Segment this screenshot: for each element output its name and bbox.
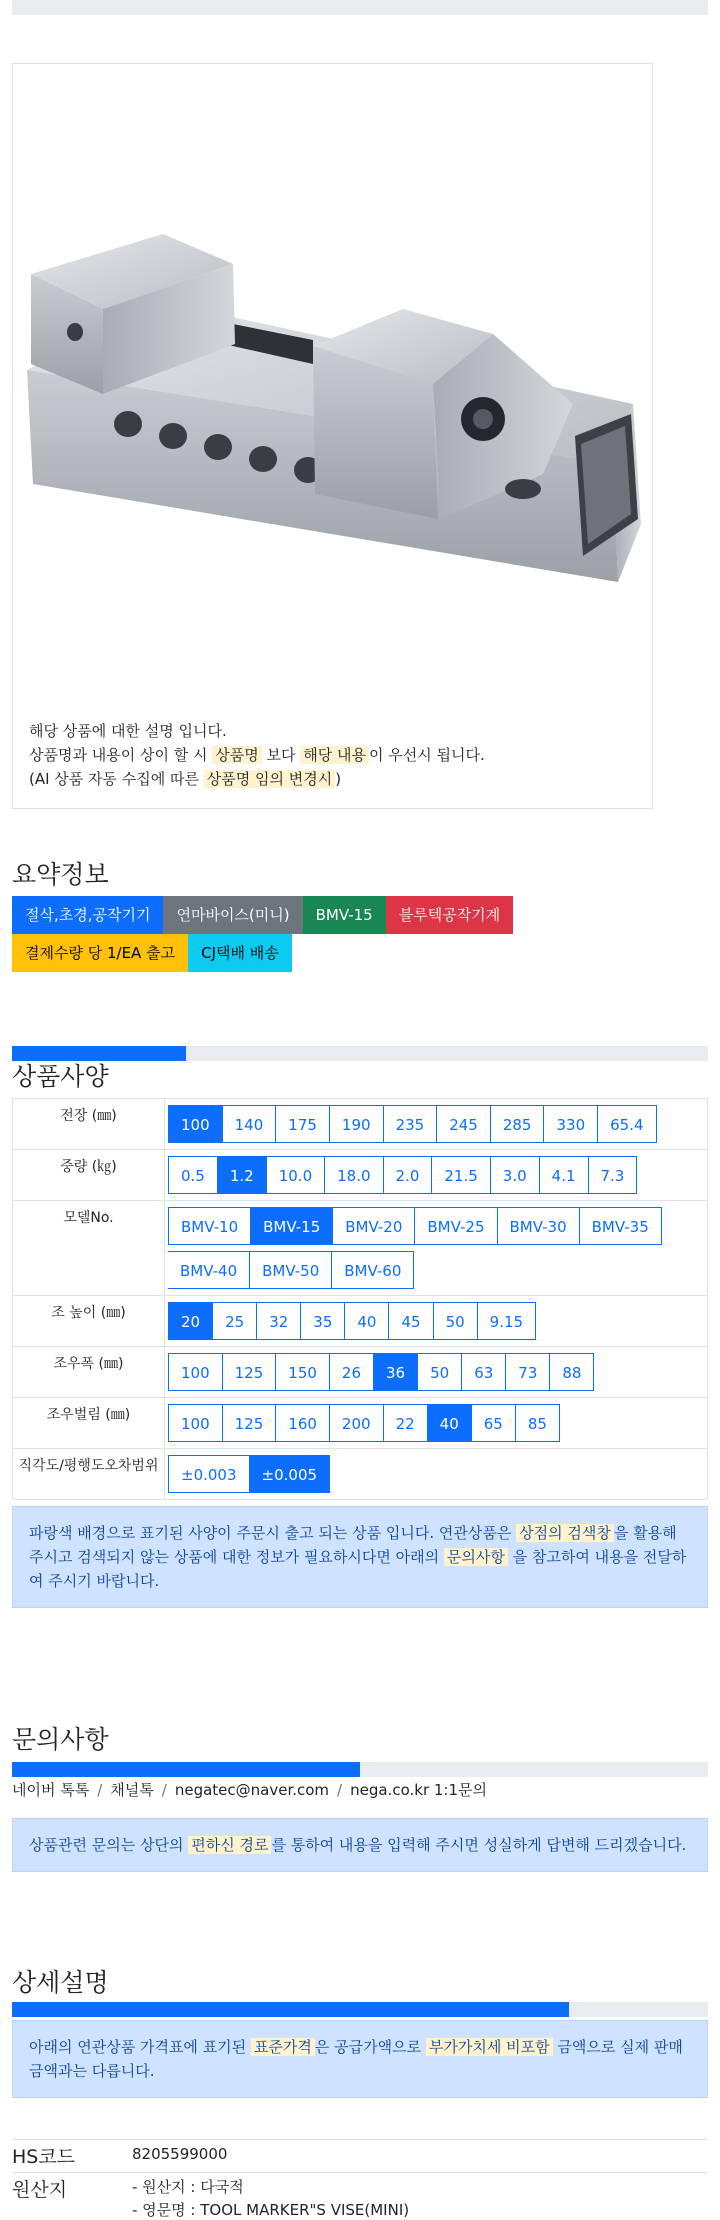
spec-option[interactable]: 10.0 — [266, 1156, 325, 1194]
spec-option[interactable]: 125 — [222, 1404, 277, 1442]
contact-separator: / — [97, 1781, 103, 1799]
origin-label: 원산지 — [12, 2179, 68, 2201]
spec-row — [13, 1296, 708, 1347]
inquiry-progress-bar — [12, 1762, 708, 1777]
spec-row — [13, 1099, 708, 1150]
spec-row — [13, 1347, 708, 1398]
spec-option[interactable]: ±0.005 — [249, 1455, 331, 1493]
spec-label: 모델No. — [13, 1201, 165, 1296]
r2-tag-1[interactable]: CJ택배 배송 — [188, 934, 292, 972]
spec-option[interactable]: BMV-20 — [332, 1207, 415, 1245]
spec-row — [13, 1398, 708, 1449]
spec-option[interactable]: BMV-25 — [414, 1207, 497, 1245]
origin-row — [12, 2172, 708, 2220]
spec-option[interactable]: BMV-35 — [579, 1207, 662, 1245]
spec-label: 전장 (㎜) — [13, 1099, 165, 1150]
r1-tag-1[interactable]: 연마바이스(미니) — [163, 896, 302, 934]
spec-row — [13, 1150, 708, 1201]
spec-option[interactable]: 50 — [433, 1302, 478, 1340]
spec-option[interactable]: ±0.003 — [168, 1455, 250, 1493]
spec-option[interactable]: 65 — [471, 1404, 516, 1442]
spec-option[interactable]: BMV-30 — [497, 1207, 580, 1245]
highlight-name-change: 상품명 임의 변경시 — [204, 770, 335, 788]
spec-option[interactable]: 200 — [329, 1404, 384, 1442]
product-image-card — [12, 63, 653, 809]
spec-option[interactable]: 125 — [222, 1353, 277, 1391]
spec-option[interactable]: 20 — [168, 1302, 213, 1340]
spec-option[interactable]: 45 — [388, 1302, 433, 1340]
contact-separator: / — [161, 1781, 167, 1799]
spec-option[interactable]: 32 — [256, 1302, 301, 1340]
price-notice: 아래의 연관상품 가격표에 표기된 표준가격 은 공급가액으로 부가가치세 비포함 금액으로 실제 판매금액과는 다릅니다. — [12, 2020, 708, 2098]
spec-option[interactable]: 190 — [329, 1105, 384, 1143]
spec-option[interactable]: 25 — [212, 1302, 257, 1340]
spec-option[interactable]: 160 — [275, 1404, 330, 1442]
spec-option[interactable]: BMV-15 — [250, 1207, 333, 1245]
spec-option[interactable]: 175 — [275, 1105, 330, 1143]
desc-line-3: (AI 상품 자동 수집에 따른 상품명 임의 변경시 ) — [29, 770, 342, 788]
spec-option[interactable]: 235 — [383, 1105, 438, 1143]
origin-line-1: - 원산지 : 다국적 — [132, 2178, 244, 2196]
spec-option[interactable]: 73 — [505, 1353, 550, 1391]
spec-option[interactable]: 63 — [461, 1353, 506, 1391]
highlight-content: 해당 내용 — [300, 746, 369, 764]
spec-option[interactable]: 100 — [168, 1105, 223, 1143]
spec-option[interactable]: 18.0 — [324, 1156, 383, 1194]
highlight-standard-price: 표준가격 — [251, 2038, 315, 2056]
spec-option[interactable]: 85 — [515, 1404, 560, 1442]
contact-links — [12, 1779, 487, 1800]
contact-link[interactable]: 네이버 톡톡 — [12, 1781, 90, 1799]
spec-option[interactable]: 35 — [300, 1302, 345, 1340]
spec-label: 조 높이 (㎜) — [13, 1296, 165, 1347]
spec-table — [12, 1098, 708, 1500]
spec-option[interactable]: 3.0 — [490, 1156, 540, 1194]
spec-option[interactable]: 40 — [427, 1404, 472, 1442]
spec-title: 상품사양 — [12, 1062, 109, 1091]
r2-tag-0[interactable]: 결제수량 당 1/EA 출고 — [12, 934, 188, 972]
highlight-search: 상점의 검색창 — [516, 1524, 614, 1542]
desc-line-2: 상품명과 내용이 상이 할 시 상품명 보다 해당 내용 이 우선시 됩니다. — [29, 746, 485, 764]
hs-code-row — [12, 2139, 708, 2172]
spec-label: 중량 (㎏) — [13, 1150, 165, 1201]
spec-label: 조우폭 (㎜) — [13, 1347, 165, 1398]
inquiry-title: 문의사항 — [12, 1725, 109, 1754]
spec-progress-bar — [12, 1046, 708, 1061]
highlight-product-name: 상품명 — [212, 746, 261, 764]
spec-option[interactable]: 1.2 — [217, 1156, 267, 1194]
spec-option[interactable]: 88 — [549, 1353, 594, 1391]
r1-tag-2[interactable]: BMV-15 — [303, 896, 386, 934]
product-image — [13, 64, 654, 684]
spec-option[interactable]: 36 — [373, 1353, 418, 1391]
summary-tags — [12, 896, 708, 972]
spec-option[interactable]: 140 — [222, 1105, 277, 1143]
spec-label: 조우벌림 (㎜) — [13, 1398, 165, 1449]
spec-option[interactable]: 26 — [329, 1353, 374, 1391]
spec-option[interactable]: 7.3 — [588, 1156, 638, 1194]
contact-separator: / — [337, 1781, 343, 1799]
contact-link[interactable]: negatec@naver.com — [174, 1781, 330, 1799]
spec-option[interactable]: 285 — [490, 1105, 545, 1143]
origin-line-2: - 영문명 : TOOL MARKER"S VISE(MINI) — [132, 2201, 410, 2219]
spec-option[interactable]: BMV-60 — [331, 1251, 414, 1289]
spec-option[interactable]: 100 — [168, 1353, 223, 1391]
spec-option[interactable]: 0.5 — [168, 1156, 218, 1194]
inquiry-notice: 상품관련 문의는 상단의 편하신 경로 를 통하여 내용을 입력해 주시면 성실하게 답변해 드리겠습니다. — [12, 1818, 708, 1872]
highlight-route: 편하신 경로 — [188, 1836, 271, 1854]
spec-option[interactable]: 100 — [168, 1404, 223, 1442]
spec-option[interactable]: 9.15 — [477, 1302, 536, 1340]
spec-row — [13, 1201, 708, 1296]
spec-option[interactable]: 150 — [275, 1353, 330, 1391]
contact-link[interactable]: 채널톡 — [110, 1781, 154, 1799]
spec-option[interactable]: 330 — [543, 1105, 598, 1143]
spec-row — [13, 1449, 708, 1500]
top-progress-bar — [12, 0, 708, 15]
spec-option[interactable]: 2.0 — [383, 1156, 433, 1194]
spec-option[interactable]: 22 — [383, 1404, 428, 1442]
spec-option[interactable]: BMV-10 — [168, 1207, 251, 1245]
spec-option[interactable]: BMV-40 — [168, 1251, 250, 1289]
product-description — [29, 719, 639, 791]
origin-value — [132, 2176, 409, 2220]
highlight-inquiry: 문의사항 — [444, 1548, 508, 1566]
r1-tag-0[interactable]: 절삭,초경,공작기기 — [12, 896, 163, 934]
detail-title: 상세설명 — [12, 1968, 109, 1997]
spec-option[interactable]: 21.5 — [431, 1156, 490, 1194]
spec-label: 직각도/평행도오차범위 — [13, 1449, 165, 1500]
detail-progress-bar — [12, 2002, 708, 2017]
r1-tag-3[interactable]: 블루텍공작기계 — [386, 896, 513, 934]
spec-option[interactable]: 4.1 — [539, 1156, 589, 1194]
spec-option[interactable]: 65.4 — [597, 1105, 656, 1143]
spec-notice: 파랑색 배경으로 표기된 사양이 주문시 출고 되는 상품 입니다. 연관상품은 상점의 검색창 을 활용해 주시고 검색되지 않는 상품에 대한 정보가 필요하시다면 아래의 문의사항 을 참고하여 내용을 전달하여 주시기 바랍니다. — [12, 1506, 708, 1608]
spec-option[interactable]: BMV-50 — [249, 1251, 332, 1289]
hs-code-label: HS코드 — [12, 2146, 76, 2168]
spec-option[interactable]: 245 — [436, 1105, 491, 1143]
spec-option[interactable]: 50 — [417, 1353, 462, 1391]
hs-code-value: 8205599000 — [132, 2145, 228, 2163]
contact-link[interactable]: nega.co.kr 1:1문의 — [350, 1781, 487, 1799]
highlight-vat: 부가가치세 비포함 — [426, 2038, 553, 2056]
desc-line-1: 해당 상품에 대한 설명 입니다. — [29, 722, 227, 740]
summary-title: 요약정보 — [12, 860, 109, 889]
spec-option[interactable]: 40 — [344, 1302, 389, 1340]
